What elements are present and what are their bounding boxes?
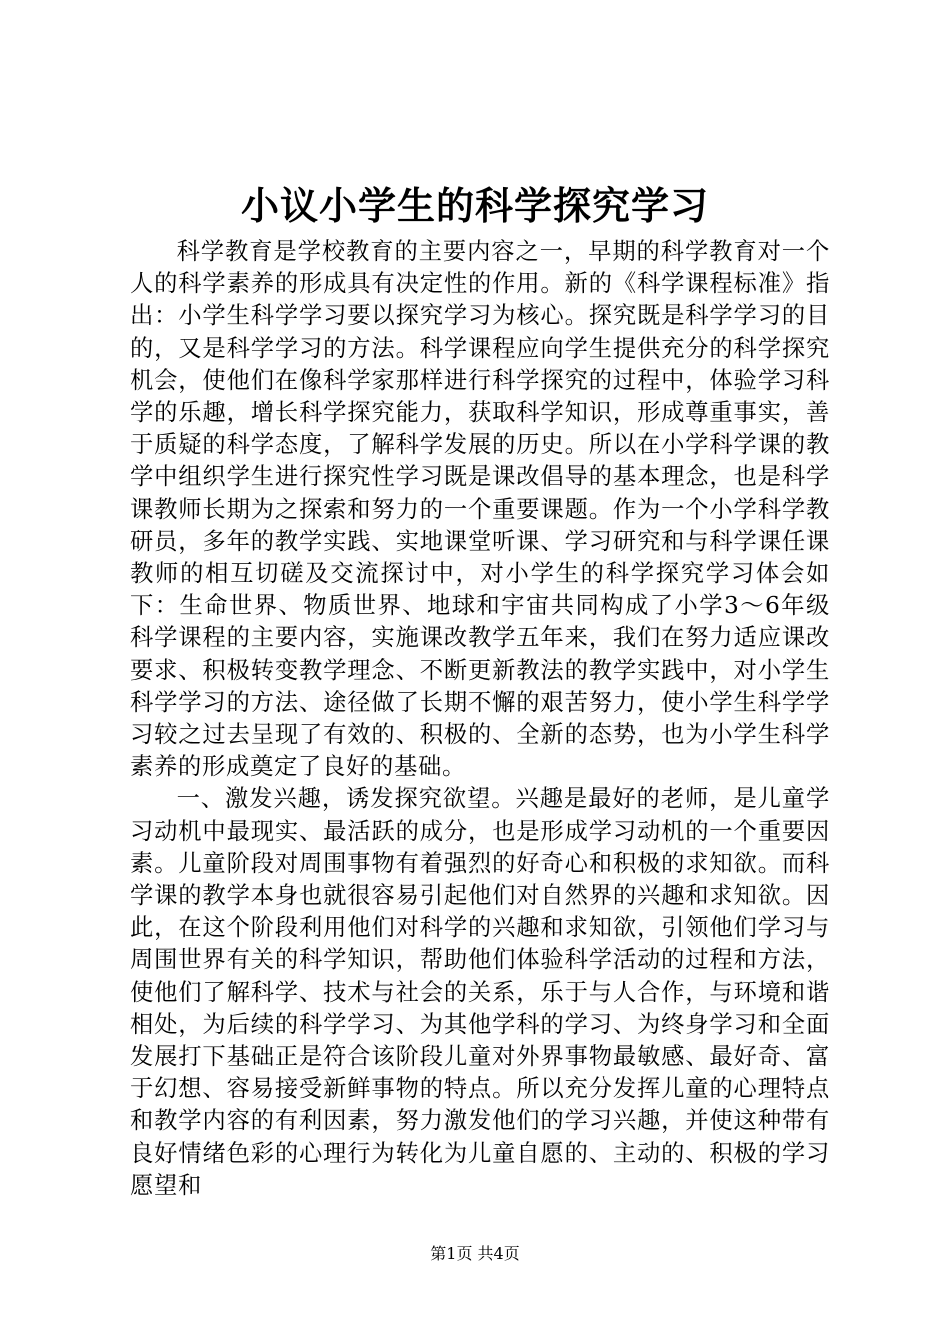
page-footer: 第1页 共4页 (430, 1244, 520, 1263)
paragraph-intro: 科学教育是学校教育的主要内容之一，早期的科学教育对一个人的科学素养的形成具有决定性的作用。新的《科学课程标准》指出：小学生科学学习要以探究学习为核心。探究既是科学学习的目的，又是科学学习的方法。科学课程应向学生提供充分的科学探究机会，使他们在像科学家那样进行科学探究的过程中，体验学习科学的乐趣，增长科学探究能力，获取科学知识，形成尊重事实，善于质疑的科学态度，了解科学发展的历史。所以在小学科学课的教学中组织学生进行探究性学习既是课改倡导的基本理念，也是科学课教师长期为之探索和努力的一个重要课题。作为一个小学科学教研员，多年的教学实践、实地课堂听课、学习研究和与科学课任课教师的相互切磋及交流探讨中，对小学生的科学探究学习体会如下：生命世界、物质世界、地球和宇宙共同构成了小学3～6年级科学课程的主要内容，实施课改教学五年来，我们在努力适应课改要求、积极转变教学理念、不断更新教法的教学实践中，对小学生科学学习的方法、途径做了长期不懈的艰苦努力，使小学生科学学习较之过去呈现了有效的、积极的、全新的态势，也为小学生科学素养的形成奠定了良好的基础。 (130, 238, 830, 781)
paragraph-section-one: 一、激发兴趣，诱发探究欲望。兴趣是最好的老师，是儿童学习动机中最现实、最活跃的成分，也是形成学习动机的一个重要因素。儿童阶段对周围事物有着强烈的好奇心和积极的求知欲。而科学课的教学本身也就很容易引起他们对自然界的兴趣和求知欲。因此，在这个阶段利用他们对科学的兴趣和求知欲，引领他们学习与周围世界有关的科学知识，帮助他们体验科学活动的过程和方法，使他们了解科学、技术与社会的关系，乐于与人合作，与环境和谐相处，为后续的科学学习、为其他学科的学习、为终身学习和全面发展打下基础正是符合该阶段儿童对外界事物最敏感、最好奇、富于幻想、容易接受新鲜事物的特点。所以充分发挥儿童的心理特点和教学内容的有利因素，努力激发他们的学习兴趣，并使这种带有良好情绪色彩的心理行为转化为儿童自愿的、主动的、积极的学习愿望和 (130, 785, 830, 1199)
document-title: 小议小学生的科学探究学习 (240, 183, 709, 228)
document-body (130, 236, 830, 1202)
